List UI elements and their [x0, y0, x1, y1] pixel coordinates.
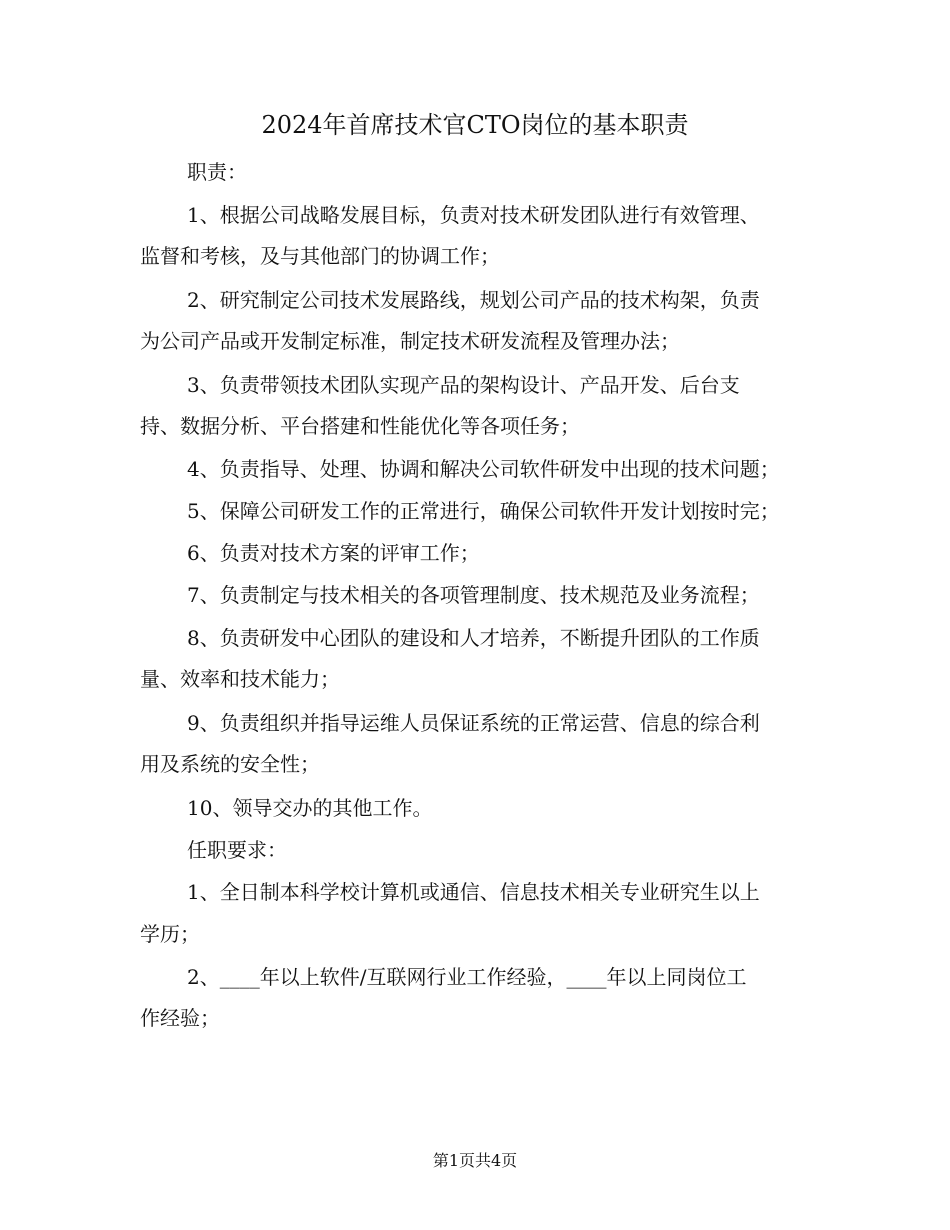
- body-line: 2、____年以上软件/互联网行业工作经验，____年以上同岗位工: [187, 965, 747, 989]
- body-line: 作经验；: [140, 1006, 220, 1030]
- body-line: 5、保障公司研发工作的正常进行，确保公司软件开发计划按时完；: [187, 499, 780, 523]
- body-line: 10、领导交办的其他工作。: [187, 796, 433, 820]
- body-line: 6、负责对技术方案的评审工作；: [187, 541, 480, 565]
- body-line: 1、全日制本科学校计算机或通信、信息技术相关专业研究生以上: [187, 880, 760, 904]
- section-heading-duties: 职责：: [187, 160, 247, 184]
- body-line: 2、研究制定公司技术发展路线，规划公司产品的技术构架，负责: [187, 288, 760, 312]
- body-line: 监督和考核，及与其他部门的协调工作；: [140, 244, 500, 268]
- body-line: 4、负责指导、处理、协调和解决公司软件研发中出现的技术问题；: [187, 457, 780, 481]
- page-title: 2024年首席技术官CTO岗位的基本职责: [261, 111, 689, 139]
- body-line: 1、根据公司战略发展目标，负责对技术研发团队进行有效管理、: [187, 203, 760, 227]
- section-heading-requirements: 任职要求：: [187, 838, 287, 862]
- body-line: 学历；: [140, 922, 200, 946]
- body-line: 为公司产品或开发制定标准，制定技术研发流程及管理办法；: [140, 329, 680, 353]
- body-line: 3、负责带领技术团队实现产品的架构设计、产品开发、后台支: [187, 373, 740, 397]
- body-line: 用及系统的安全性；: [140, 752, 320, 776]
- body-line: 8、负责研发中心团队的建设和人才培养，不断提升团队的工作质: [187, 626, 760, 650]
- body-line: 持、数据分析、平台搭建和性能优化等各项任务；: [140, 414, 580, 438]
- body-line: 7、负责制定与技术相关的各项管理制度、技术规范及业务流程；: [187, 583, 760, 607]
- page-indicator: 第1页共4页: [432, 1151, 518, 1170]
- body-line: 9、负责组织并指导运维人员保证系统的正常运营、信息的综合利: [187, 711, 760, 735]
- body-line: 量、效率和技术能力；: [140, 667, 340, 691]
